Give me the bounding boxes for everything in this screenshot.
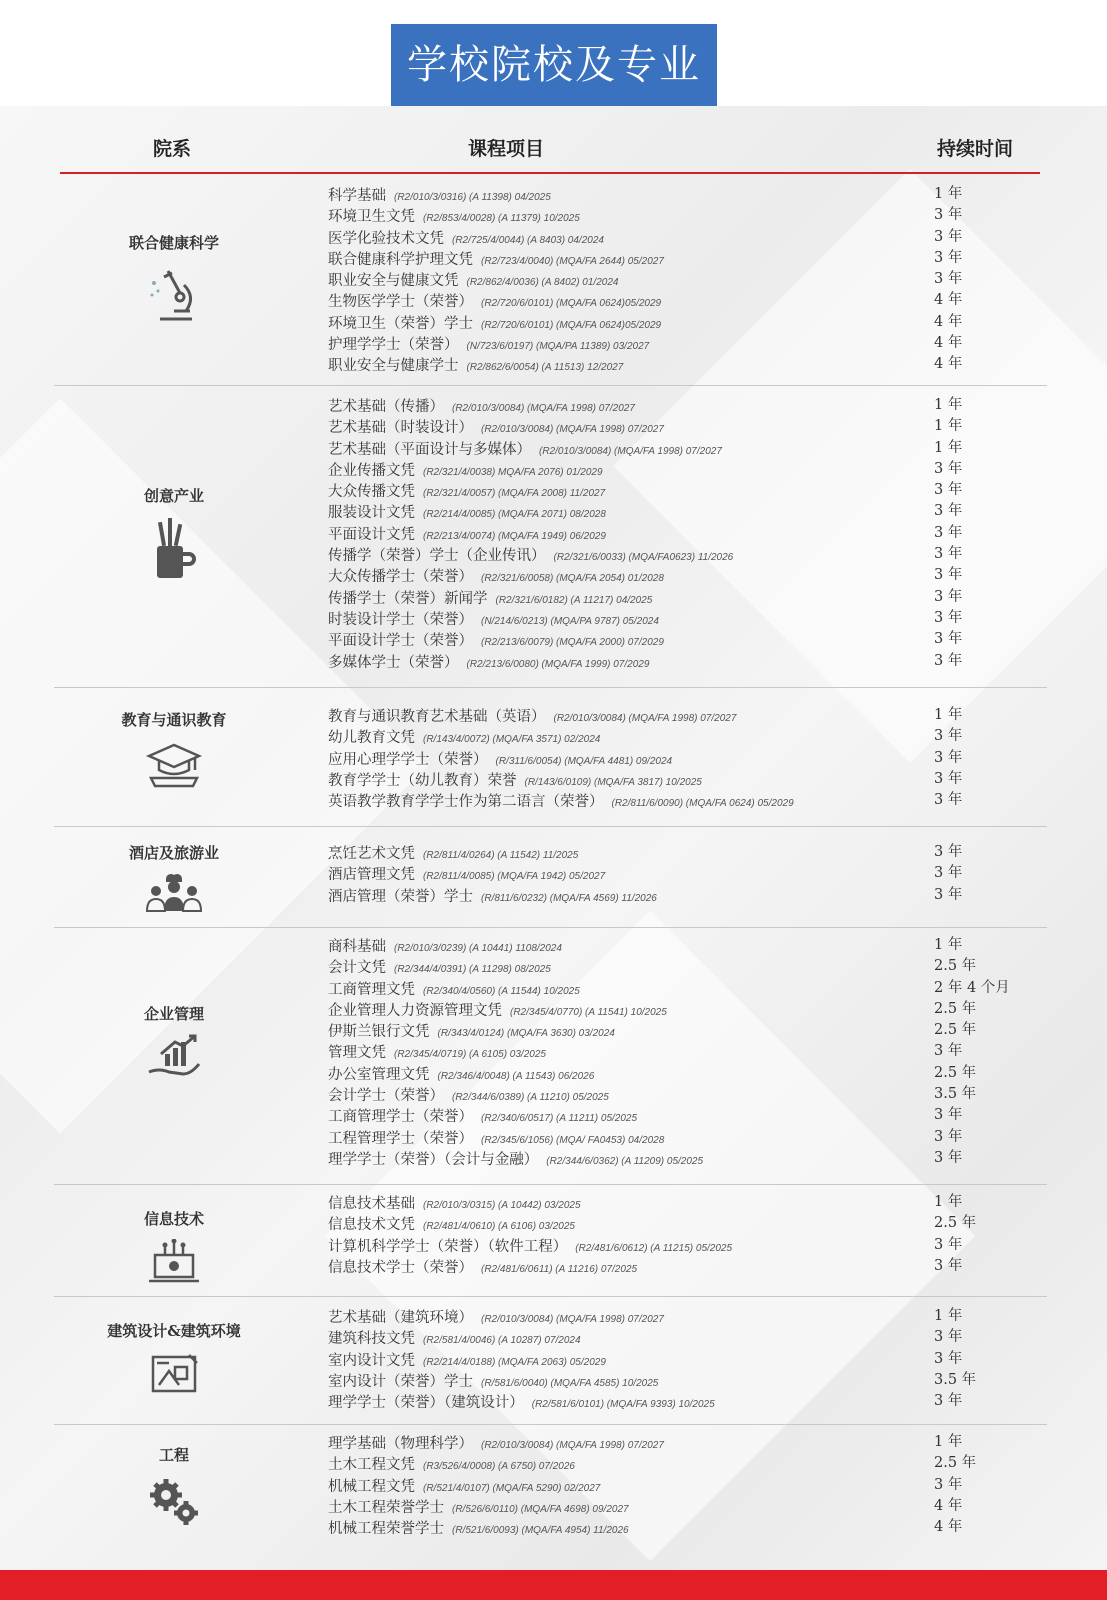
program-name: 理学学士（荣誉）（建筑设计） xyxy=(328,1395,524,1412)
program-code: (R2/344/4/0391) (A 11298) 08/2025 xyxy=(394,964,551,976)
program-row xyxy=(328,416,733,437)
program-list xyxy=(328,935,703,1169)
program-name: 会计文凭 xyxy=(328,960,386,977)
header-duration: 持续时间 xyxy=(937,138,1014,160)
program-row xyxy=(328,501,733,522)
program-name: 土木工程荣誉学士 xyxy=(328,1499,444,1516)
program-code: (R2/214/4/0188) (MQA/FA 2063) 05/2029 xyxy=(423,1356,606,1368)
program-code: (R2/581/4/0046) (A 10287) 07/2024 xyxy=(423,1335,581,1347)
program-row xyxy=(328,1327,715,1348)
program-duration: 3 年 xyxy=(934,652,963,669)
department-cell xyxy=(54,1208,294,1289)
microscope-icon xyxy=(54,263,294,329)
program-name: 会计学士（荣誉） xyxy=(328,1088,444,1105)
program-duration: 4 年 xyxy=(934,1497,963,1514)
program-code: (R2/345/4/0719) (A 6105) 03/2025 xyxy=(394,1049,546,1061)
program-duration: 3 年 xyxy=(934,588,963,605)
program-name: 企业传播文凭 xyxy=(328,462,415,479)
program-code: (R2/344/6/0389) (A 11210) 05/2025 xyxy=(452,1092,609,1104)
department-section xyxy=(54,1296,1047,1425)
program-code: (R2/010/3/0084) (MQA/FA 1998) 07/2027 xyxy=(481,424,664,436)
program-row xyxy=(328,608,733,629)
department-name: 信息技术 xyxy=(143,1210,204,1228)
chef-staff-icon xyxy=(54,873,294,917)
program-duration: 3 年 xyxy=(934,249,963,266)
program-code: (R2/481/6/0611) (A 11216) 07/2025 xyxy=(481,1263,638,1275)
laptop-circuit-icon xyxy=(54,1239,294,1289)
program-name: 机械工程荣誉学士 xyxy=(328,1521,444,1538)
program-name: 环境卫生文凭 xyxy=(328,209,415,226)
department-name: 酒店及旅游业 xyxy=(128,844,219,862)
header-divider xyxy=(60,172,1040,174)
gears-icon xyxy=(54,1475,294,1531)
program-row xyxy=(328,1192,732,1213)
program-name: 信息技术基础 xyxy=(328,1196,415,1212)
program-name: 信息技术文凭 xyxy=(328,1217,415,1234)
program-row xyxy=(328,290,664,311)
program-code: (R2/340/6/0517) (A 11211) 05/2025 xyxy=(481,1113,638,1125)
program-code: (R2/213/6/0079) (MQA/FA 2000) 07/2029 xyxy=(481,637,664,649)
program-duration: 3 年 xyxy=(934,792,963,809)
program-row xyxy=(328,480,733,501)
duration-list xyxy=(934,1432,976,1538)
program-name: 艺术基础（传播） xyxy=(328,399,444,415)
program-duration: 3 年 xyxy=(934,567,963,584)
program-list xyxy=(328,395,733,672)
program-code: (R2/010/3/0084) (MQA/FA 1998) 07/2027 xyxy=(452,403,635,414)
program-code: (R2/720/6/0101) (MQA/FA 0624)05/2029 xyxy=(481,298,662,310)
program-duration: 1 年 xyxy=(934,397,963,413)
program-code: (R2/321/4/0057) (MQA/FA 2008) 11/2027 xyxy=(423,488,606,500)
program-code: (R/343/4/0124) (MQA/FA 3630) 03/2024 xyxy=(437,1028,615,1040)
program-duration: 3 年 xyxy=(934,524,963,541)
program-name: 工商管理学士（荣誉） xyxy=(328,1109,473,1126)
program-duration: 3 年 xyxy=(934,609,963,626)
program-code: (R2/010/3/0239) (A 10441) 1108/2024 xyxy=(394,943,562,954)
program-duration: 3 年 xyxy=(934,844,963,860)
department-cell xyxy=(54,842,294,917)
program-duration: 2.5 年 xyxy=(934,1022,977,1039)
program-row xyxy=(328,629,733,650)
program-name: 教育学学士（幼儿教育）荣誉 xyxy=(328,772,517,789)
program-code: (R/143/6/0109) (MQA/FA 3817) 10/2025 xyxy=(524,776,702,788)
program-list xyxy=(328,1432,664,1538)
program-name: 商科基础 xyxy=(328,939,386,955)
program-duration: 3 年 xyxy=(934,1257,963,1274)
program-name: 酒店管理文凭 xyxy=(328,867,415,884)
program-row xyxy=(328,1496,664,1517)
program-row xyxy=(328,1349,715,1370)
program-row xyxy=(328,885,657,906)
program-name: 室内设计文凭 xyxy=(328,1352,415,1369)
program-name: 科学基础 xyxy=(328,188,386,204)
program-code: (R2/213/6/0080) (MQA/FA 1999) 07/2029 xyxy=(466,658,650,670)
program-code: (R2/344/6/0362) (A 11209) 05/2025 xyxy=(546,1155,704,1167)
program-duration: 3 年 xyxy=(934,1476,963,1493)
program-row xyxy=(328,1105,703,1126)
program-duration: 4 年 xyxy=(934,335,963,352)
program-row xyxy=(328,1453,664,1474)
program-row xyxy=(328,1432,664,1453)
program-row xyxy=(328,184,664,205)
program-code: (R2/481/4/0610) (A 6106) 03/2025 xyxy=(423,1221,575,1233)
program-duration: 1 年 xyxy=(934,937,963,953)
program-code: (R2/853/4/0028) (A 11379) 10/2025 xyxy=(423,213,580,225)
program-code: (R2/321/6/0182) (A 11217) 04/2025 xyxy=(495,594,653,606)
program-name: 传播学士（荣誉）新闻学 xyxy=(328,590,488,607)
department-section xyxy=(54,1424,1047,1562)
program-code: (N/723/6/0197) (MQA/PA 11389) 03/2027 xyxy=(466,341,650,353)
program-row xyxy=(328,1127,703,1148)
program-row xyxy=(328,935,703,956)
program-row xyxy=(328,1041,703,1062)
department-name: 企业管理 xyxy=(143,1005,204,1023)
program-duration: 1 年 xyxy=(934,1434,963,1450)
department-cell xyxy=(54,709,294,794)
program-duration: 1 年 xyxy=(934,1194,963,1210)
program-code: (R3/526/4/0008) (A 6750) 07/2026 xyxy=(423,1461,575,1473)
program-duration: 4 年 xyxy=(934,356,963,373)
program-name: 工商管理文凭 xyxy=(328,981,415,998)
program-code: (R/143/4/0072) (MQA/FA 3571) 02/2024 xyxy=(423,734,601,746)
department-name: 工程 xyxy=(158,1446,189,1464)
program-row xyxy=(328,459,733,480)
program-duration: 4 年 xyxy=(934,1519,963,1536)
program-duration: 4 年 xyxy=(934,292,963,309)
program-duration: 2 年 4 个月 xyxy=(934,979,1010,996)
program-duration: 1 年 xyxy=(934,439,963,456)
program-code: (R2/862/4/0036) (A 8402) 01/2024 xyxy=(466,277,619,289)
program-name: 室内设计（荣誉）学士 xyxy=(328,1373,473,1390)
department-section xyxy=(54,176,1047,386)
growth-hand-icon xyxy=(54,1034,294,1088)
program-code: (R2/346/4/0048) (A 11543) 06/2026 xyxy=(437,1070,595,1082)
department-cell xyxy=(54,485,294,586)
header-program: 课程项目 xyxy=(468,138,545,160)
program-name: 服装设计文凭 xyxy=(328,505,415,522)
duration-list xyxy=(934,1192,976,1277)
program-duration: 3 年 xyxy=(934,749,963,766)
program-row xyxy=(328,1370,715,1391)
program-name: 艺术基础（时装设计） xyxy=(328,420,473,437)
program-name: 理学学士（荣誉）（会计与金融） xyxy=(328,1151,539,1168)
program-row xyxy=(328,227,664,248)
program-code: (R/521/6/0093) (MQA/FA 4954) 11/2026 xyxy=(452,1525,629,1537)
program-code: (R2/811/4/0085) (MQA/FA 1942) 05/2027 xyxy=(423,871,606,883)
footer-bar xyxy=(0,1570,1107,1600)
program-duration: 2.5 年 xyxy=(934,1064,977,1081)
program-list xyxy=(328,705,794,811)
graduation-cap-icon xyxy=(54,740,294,794)
pencil-cup-icon xyxy=(54,516,294,586)
program-name: 时装设计学士（荣誉） xyxy=(328,611,473,628)
program-name: 幼儿教育文凭 xyxy=(328,730,415,747)
program-name: 英语教学教育学学士作为第二语言（荣誉） xyxy=(328,794,604,811)
program-duration: 3 年 xyxy=(934,886,963,903)
program-row xyxy=(328,1256,732,1277)
duration-list xyxy=(934,1306,976,1412)
program-row xyxy=(328,205,664,226)
program-row xyxy=(328,1391,715,1412)
program-code: (R2/214/4/0085) (MQA/FA 2071) 08/2028 xyxy=(423,509,606,521)
program-name: 教育与通识教育艺术基础（英语） xyxy=(328,709,546,725)
program-duration: 3 年 xyxy=(934,1350,963,1367)
program-code: (R2/321/6/0058) (MQA/FA 2054) 01/2028 xyxy=(481,573,664,585)
program-name: 工程管理学士（荣誉） xyxy=(328,1130,473,1147)
program-name: 建筑科技文凭 xyxy=(328,1331,415,1348)
program-name: 环境卫生（荣誉）学士 xyxy=(328,315,473,332)
program-duration: 3 年 xyxy=(934,228,963,245)
program-code: (R2/010/3/0084) (MQA/FA 1998) 07/2027 xyxy=(553,713,737,724)
duration-list xyxy=(934,184,962,376)
program-duration: 3 年 xyxy=(934,865,963,882)
program-name: 联合健康科学护理文凭 xyxy=(328,251,473,268)
program-name: 传播学（荣誉）学士（企业传讯） xyxy=(328,548,546,565)
program-row xyxy=(328,769,794,790)
program-row xyxy=(328,438,733,459)
program-name: 信息技术学士（荣誉） xyxy=(328,1259,473,1276)
program-duration: 4 年 xyxy=(934,313,963,330)
program-name: 企业管理人力资源管理文凭 xyxy=(328,1002,502,1019)
program-row xyxy=(328,1517,664,1538)
blueprint-icon xyxy=(54,1351,294,1399)
program-name: 土木工程文凭 xyxy=(328,1457,415,1474)
program-duration: 3 年 xyxy=(934,631,963,648)
program-code: (R2/723/4/0040) (MQA/FA 2644) 05/2027 xyxy=(481,255,664,267)
program-duration: 3 年 xyxy=(934,1236,963,1253)
program-name: 医学化验技术文凭 xyxy=(328,230,444,247)
program-row xyxy=(328,1063,703,1084)
program-name: 管理文凭 xyxy=(328,1045,386,1062)
program-name: 办公室管理文凭 xyxy=(328,1066,430,1083)
program-row xyxy=(328,587,733,608)
program-name: 大众传播文凭 xyxy=(328,484,415,501)
program-row xyxy=(328,523,733,544)
department-section xyxy=(54,1184,1047,1297)
duration-list xyxy=(934,705,962,811)
department-name: 联合健康科学 xyxy=(128,234,219,252)
program-name: 理学基础（物理科学） xyxy=(328,1436,473,1452)
program-code: (N/214/6/0213) (MQA/PA 9787) 05/2024 xyxy=(481,615,659,627)
program-name: 酒店管理（荣誉）学士 xyxy=(328,888,473,905)
program-code: (R2/321/6/0033) (MQA/FA0623) 11/2026 xyxy=(553,552,734,564)
program-list xyxy=(328,1192,732,1277)
header-department: 院系 xyxy=(153,138,192,160)
program-row xyxy=(328,269,664,290)
program-code: (R/521/4/0107) (MQA/FA 5290) 02/2027 xyxy=(423,1482,601,1494)
program-duration: 3 年 xyxy=(934,770,963,787)
program-code: (R2/720/6/0101) (MQA/FA 0624)05/2029 xyxy=(481,319,662,331)
program-duration: 3.5 年 xyxy=(934,1371,977,1388)
program-row xyxy=(328,956,703,977)
program-duration: 3 年 xyxy=(934,1329,963,1346)
department-name: 建筑设计&建筑环境 xyxy=(107,1322,241,1340)
program-row xyxy=(328,999,703,1020)
program-code: (R2/321/4/0038) MQA/FA 2076) 01/2029 xyxy=(423,466,603,478)
program-duration: 3.5 年 xyxy=(934,1086,977,1103)
program-name: 大众传播学士（荣誉） xyxy=(328,569,473,586)
program-row xyxy=(328,1213,732,1234)
program-name: 平面设计文凭 xyxy=(328,526,415,543)
program-row xyxy=(328,705,794,726)
program-duration: 2.5 年 xyxy=(934,1000,977,1017)
program-code: (R2/010/3/0316) (A 11398) 04/2025 xyxy=(394,192,551,203)
program-row xyxy=(328,978,703,999)
program-code: (R/526/6/0110) (MQA/FA 4698) 09/2027 xyxy=(452,1503,629,1515)
program-code: (R2/345/6/1056) (MQA/ FA0453) 04/2028 xyxy=(481,1134,665,1146)
program-duration: 2.5 年 xyxy=(934,1215,977,1232)
program-code: (R2/725/4/0044) (A 8403) 04/2024 xyxy=(452,234,604,246)
program-row xyxy=(328,1084,703,1105)
program-list xyxy=(328,184,664,376)
program-row xyxy=(328,312,664,333)
program-name: 应用心理学学士（荣誉） xyxy=(328,751,488,768)
program-code: (R/581/6/0040) (MQA/FA 4585) 10/2025 xyxy=(481,1377,659,1389)
program-duration: 1 年 xyxy=(934,418,963,435)
program-row xyxy=(328,395,733,416)
program-row xyxy=(328,544,733,565)
program-duration: 1 年 xyxy=(934,186,963,202)
program-duration: 1 年 xyxy=(934,707,963,723)
department-cell xyxy=(54,1320,294,1399)
program-list xyxy=(328,1306,715,1412)
program-duration: 1 年 xyxy=(934,1308,963,1324)
duration-list xyxy=(934,935,1010,1169)
program-code: (R/311/6/0054) (MQA/FA 4481) 09/2024 xyxy=(495,755,673,767)
program-row xyxy=(328,726,794,747)
program-name: 职业安全与健康学士 xyxy=(328,358,459,375)
program-code: (R2/811/6/0090) (MQA/FA 0624) 05/2029 xyxy=(611,798,794,810)
program-code: (R2/010/3/0084) (MQA/FA 1998) 07/2027 xyxy=(481,1440,664,1451)
program-duration: 3 年 xyxy=(934,1043,963,1060)
department-section xyxy=(54,826,1047,928)
program-name: 机械工程文凭 xyxy=(328,1478,415,1495)
department-section xyxy=(54,927,1047,1185)
page-title: 学校院校及专业 xyxy=(391,24,717,106)
program-name: 护理学学士（荣誉） xyxy=(328,337,459,354)
program-duration: 3 年 xyxy=(934,728,963,745)
program-row xyxy=(328,842,657,863)
program-duration: 3 年 xyxy=(934,503,963,520)
program-duration: 3 年 xyxy=(934,482,963,499)
program-row xyxy=(328,1475,664,1496)
program-duration: 3 年 xyxy=(934,460,963,477)
program-code: (R2/213/4/0074) (MQA/FA 1949) 06/2029 xyxy=(423,530,606,542)
department-section xyxy=(54,385,1047,688)
program-duration: 3 年 xyxy=(934,1128,963,1145)
program-name: 生物医学学士（荣誉） xyxy=(328,294,473,311)
duration-list xyxy=(934,842,962,906)
program-name: 艺术基础（建筑环境） xyxy=(328,1310,473,1326)
program-name: 多媒体学士（荣誉） xyxy=(328,654,459,671)
program-duration: 3 年 xyxy=(934,1149,963,1166)
program-duration: 3 年 xyxy=(934,1107,963,1124)
program-name: 烹饪艺术文凭 xyxy=(328,846,415,862)
program-row xyxy=(328,565,733,586)
program-code: (R2/010/3/0315) (A 10442) 03/2025 xyxy=(423,1200,581,1211)
program-row xyxy=(328,1148,703,1169)
program-row xyxy=(328,748,794,769)
program-row xyxy=(328,1306,715,1327)
program-row xyxy=(328,354,664,375)
program-code: (R2/010/3/0084) (MQA/FA 1998) 07/2027 xyxy=(539,445,722,457)
department-name: 创意产业 xyxy=(143,487,204,505)
program-duration: 3 年 xyxy=(934,546,963,563)
program-duration: 3 年 xyxy=(934,271,963,288)
program-row xyxy=(328,248,664,269)
program-code: (R2/340/4/0560) (A 11544) 10/2025 xyxy=(423,985,580,997)
program-name: 职业安全与健康文凭 xyxy=(328,273,459,290)
program-row xyxy=(328,333,664,354)
program-list xyxy=(328,842,657,906)
program-name: 伊斯兰银行文凭 xyxy=(328,1024,430,1041)
department-cell xyxy=(54,232,294,329)
program-row xyxy=(328,863,657,884)
department-name: 教育与通识教育 xyxy=(121,711,227,729)
program-duration: 3 年 xyxy=(934,207,963,224)
program-code: (R2/581/6/0101) (MQA/FA 9393) 10/2025 xyxy=(531,1399,715,1411)
program-code: (R2/010/3/0084) (MQA/FA 1998) 07/2027 xyxy=(481,1314,664,1325)
program-row xyxy=(328,790,794,811)
program-name: 平面设计学士（荣誉） xyxy=(328,633,473,650)
program-code: (R2/862/6/0054) (A 11513) 12/2027 xyxy=(466,362,624,374)
program-duration: 3 年 xyxy=(934,1393,963,1410)
program-duration: 2.5 年 xyxy=(934,1455,977,1472)
program-code: (R2/345/4/0770) (A 11541) 10/2025 xyxy=(510,1006,667,1018)
program-code: (R/811/6/0232) (MQA/FA 4569) 11/2026 xyxy=(481,892,657,904)
program-name: 计算机科学学士（荣誉）（软件工程） xyxy=(328,1238,568,1255)
department-cell xyxy=(54,1444,294,1531)
program-code: (R2/481/6/0612) (A 11215) 05/2025 xyxy=(575,1242,733,1254)
program-duration: 2.5 年 xyxy=(934,958,977,975)
program-row xyxy=(328,1020,703,1041)
program-name: 艺术基础（平面设计与多媒体） xyxy=(328,441,531,458)
program-code: (R2/811/4/0264) (A 11542) 11/2025 xyxy=(423,850,579,861)
program-row xyxy=(328,651,733,672)
program-row xyxy=(328,1235,732,1256)
department-cell xyxy=(54,1003,294,1088)
department-section xyxy=(54,687,1047,827)
duration-list xyxy=(934,395,962,672)
